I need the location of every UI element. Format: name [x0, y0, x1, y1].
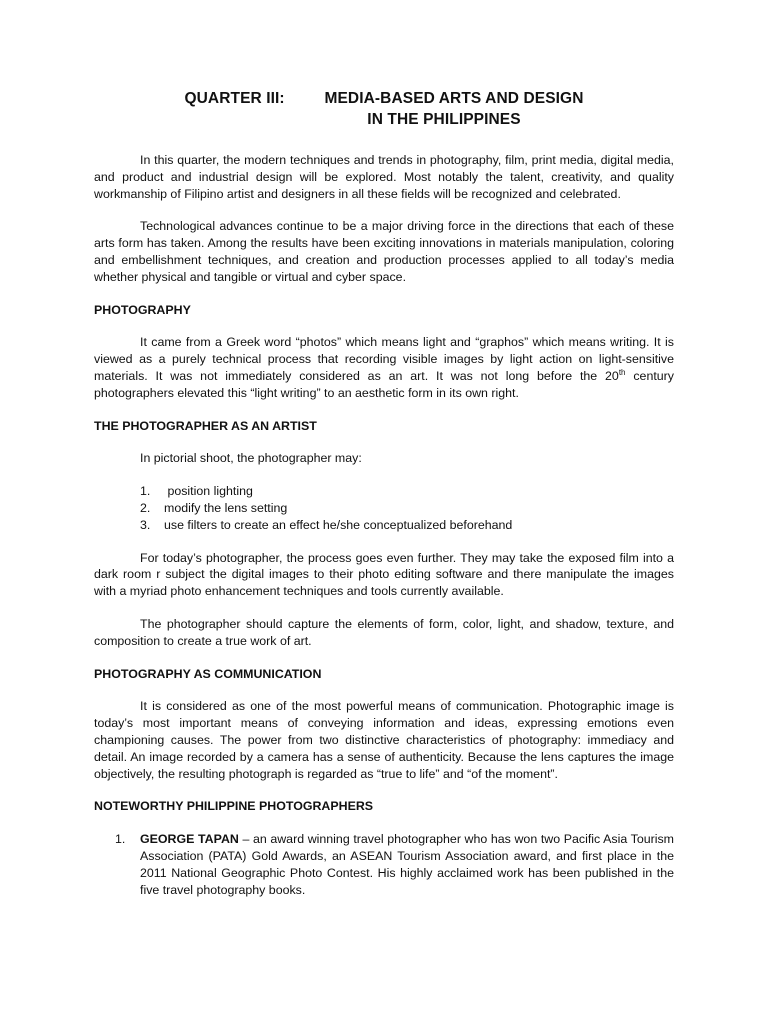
- intro-paragraph-1: In this quarter, the modern techniques and trends in photography, film, print media, digital media, and product and industrial design will be explored. Most notably the talent, creativity, and quality workmanship of Filipino artist and designers in all these fields will be recognized and celebrated.: [94, 153, 674, 201]
- list-text: use filters to create an effect he/she conceptualized beforehand: [164, 517, 513, 532]
- section-heading-artist: THE PHOTOGRAPHER AS AN ARTIST: [94, 418, 317, 433]
- list-item: [140, 500, 674, 517]
- list-number: 1.: [140, 484, 151, 499]
- artist-paragraph-2: The photographer should capture the elements of form, color, light, and shadow, texture, and composition to create a true work of art.: [94, 616, 674, 648]
- document-page: [94, 88, 674, 898]
- page-title: [94, 88, 674, 130]
- title-quarter: QUARTER III:: [184, 90, 285, 107]
- list-number: 3.: [140, 517, 151, 532]
- list-text: position lighting: [164, 484, 253, 499]
- list-text: modify the lens setting: [164, 500, 288, 515]
- photographer-entry: [140, 831, 674, 898]
- list-item: [140, 483, 674, 500]
- superscript-th: th: [618, 367, 626, 377]
- photographer-description: – an award winning travel photographer who has won two Pacific Asia Tourism Association (PATA) Gold Awards, an ASEAN Tourism Association award, and first place in the 2011 National Geographic Photo Contest. His highly acclaimed work has been published in the five travel photography books.: [140, 832, 674, 897]
- photography-text-before: It came from a Greek word “photos” which means light and “graphos” which means writing. It is viewed as a purely technical process that recording visible images by light action on light-sensitive materials. It was not immediately considered as an art. It was not long before the 20: [94, 335, 674, 383]
- photography-text-after: century photographers elevated this “light writing” to an aesthetic form in its own right.: [94, 368, 674, 400]
- photographers-list: [94, 831, 674, 898]
- artist-lead: In pictorial shoot, the photographer may:: [140, 451, 362, 466]
- artist-paragraph-1: For today’s photographer, the process goes even further. They may take the exposed film into a dark room r subject the digital images to their photo editing software and there manipulate the images with a myriad photo enhancement techniques and tools currently available.: [94, 550, 674, 599]
- title-line-2: IN THE PHILIPPINES: [367, 111, 521, 128]
- title-subject: MEDIA-BASED ARTS AND DESIGN: [324, 90, 584, 107]
- section-heading-photography: PHOTOGRAPHY: [94, 302, 191, 317]
- title-line-1: [94, 88, 674, 109]
- artist-steps-list: [94, 483, 674, 533]
- intro-paragraph-2: Technological advances continue to be a major driving force in the directions that each of these arts form has taken. Among the results have been exciting innovations in materials manipulation, coloring and embellishment techniques, and creation and production processes applied to all today’s media whether physical and tangible or virtual and cyber space.: [94, 219, 674, 284]
- section-heading-noteworthy: NOTEWORTHY PHILIPPINE PHOTOGRAPHERS: [94, 799, 374, 814]
- communication-paragraph: It is considered as one of the most powerful means of communication. Photographic image is today’s most important means of conveying information and ideas, expressing emotions even championing causes. The power from two distinctive characteristics of photography: immediacy and detail. An image recorded by a camera has a sense of authenticity. Because the lens captures the image objectively, the resulting photograph is regarded as “true to life” and “of the moment”.: [94, 699, 674, 781]
- list-item: [140, 517, 674, 534]
- list-number: 1.: [115, 832, 126, 847]
- section-heading-communication: PHOTOGRAPHY AS COMMUNICATION: [94, 666, 322, 681]
- photographer-name: GEORGE TAPAN: [140, 832, 239, 847]
- photography-paragraph: [94, 334, 674, 401]
- list-number: 2.: [140, 500, 151, 515]
- list-item: [115, 831, 674, 898]
